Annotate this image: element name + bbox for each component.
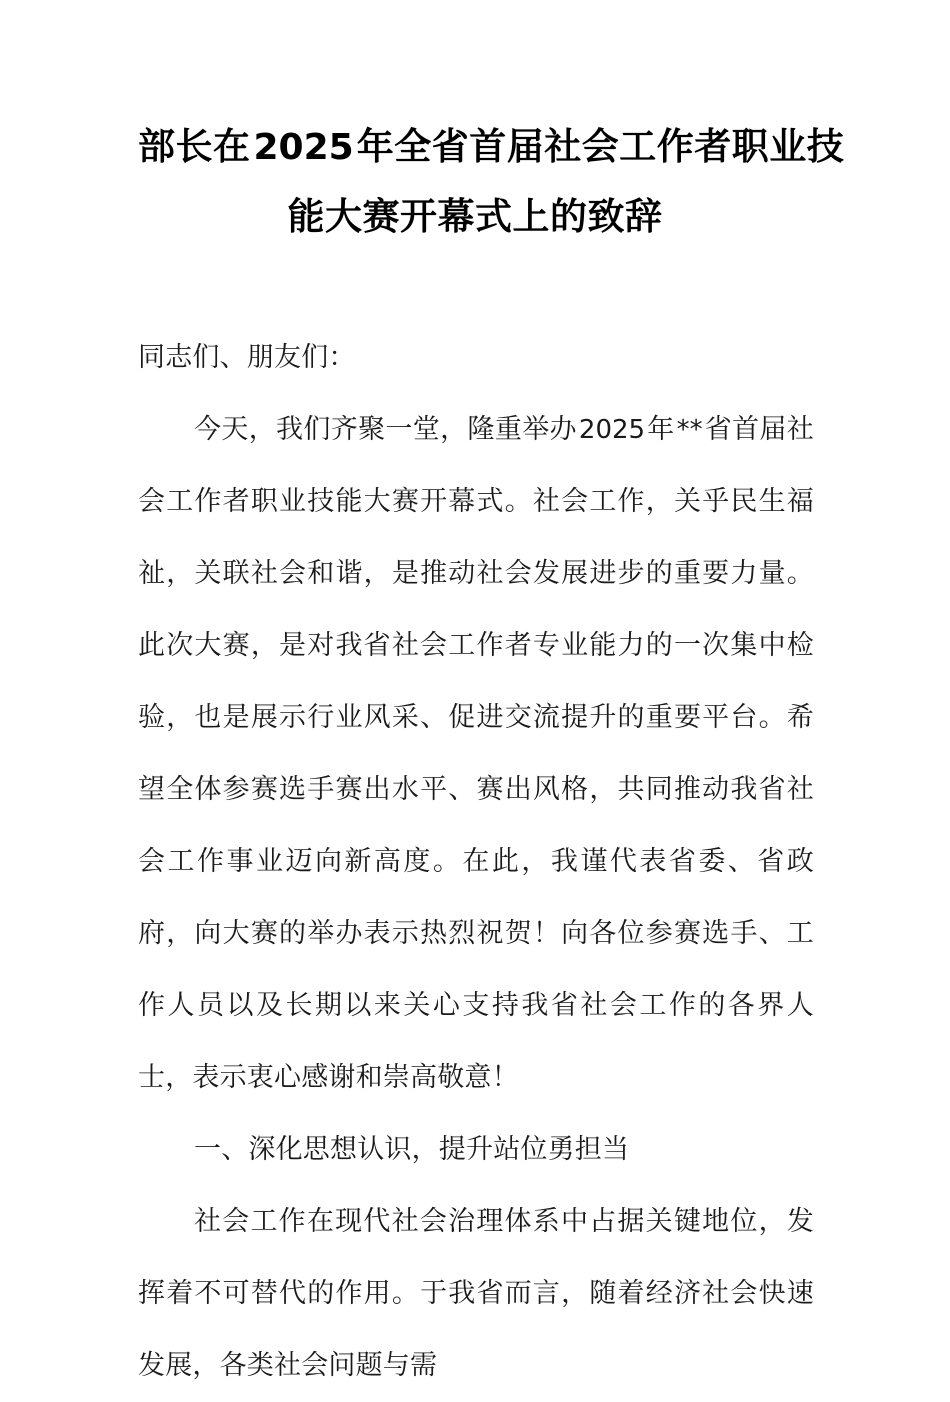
title-line-1: 部长在2025年全省首届社会工作者职业技 <box>138 125 845 168</box>
title-year: 2025 <box>253 127 354 168</box>
redacted-province-mark: ** <box>676 415 703 445</box>
title-line-2: 能大赛开幕式上的致辞 <box>287 195 663 238</box>
salutation: 同志们、朋友们： <box>138 342 356 373</box>
document-body <box>138 322 814 1402</box>
document-title <box>138 112 845 251</box>
paragraph-opening-remarks: 今天，我们齐聚一堂，隆重举办2025年**省首届社会工作者职业技能大赛开幕式。社会工作，关乎民生福祉，关联社会和谐，是推动社会发展进步的重要力量。此次大赛，是对我省社会工作者专业能力的一次集中检验，也是展示行业风采、促进交流提升的重要平台。希望全体参赛选手赛出水平、赛出风格，共同推动我省社会工作事业迈向新高度。在此，我谨代表省委、省政府，向大赛的举办表示热烈祝贺！向各位参赛选手、工作人员以及长期以来关心支持我省社会工作的各界人士，表示衷心感谢和崇高敬意！ <box>138 414 814 1093</box>
section-heading-1: 一、深化思想认识，提升站位勇担当 <box>194 1134 630 1165</box>
paragraph-section-1-body: 社会工作在现代社会治理体系中占据关键地位，发挥着不可替代的作用。于我省而言，随着经济社会快速发展，各类社会问题与需 <box>138 1206 814 1381</box>
inline-year: 2025 <box>578 415 646 445</box>
